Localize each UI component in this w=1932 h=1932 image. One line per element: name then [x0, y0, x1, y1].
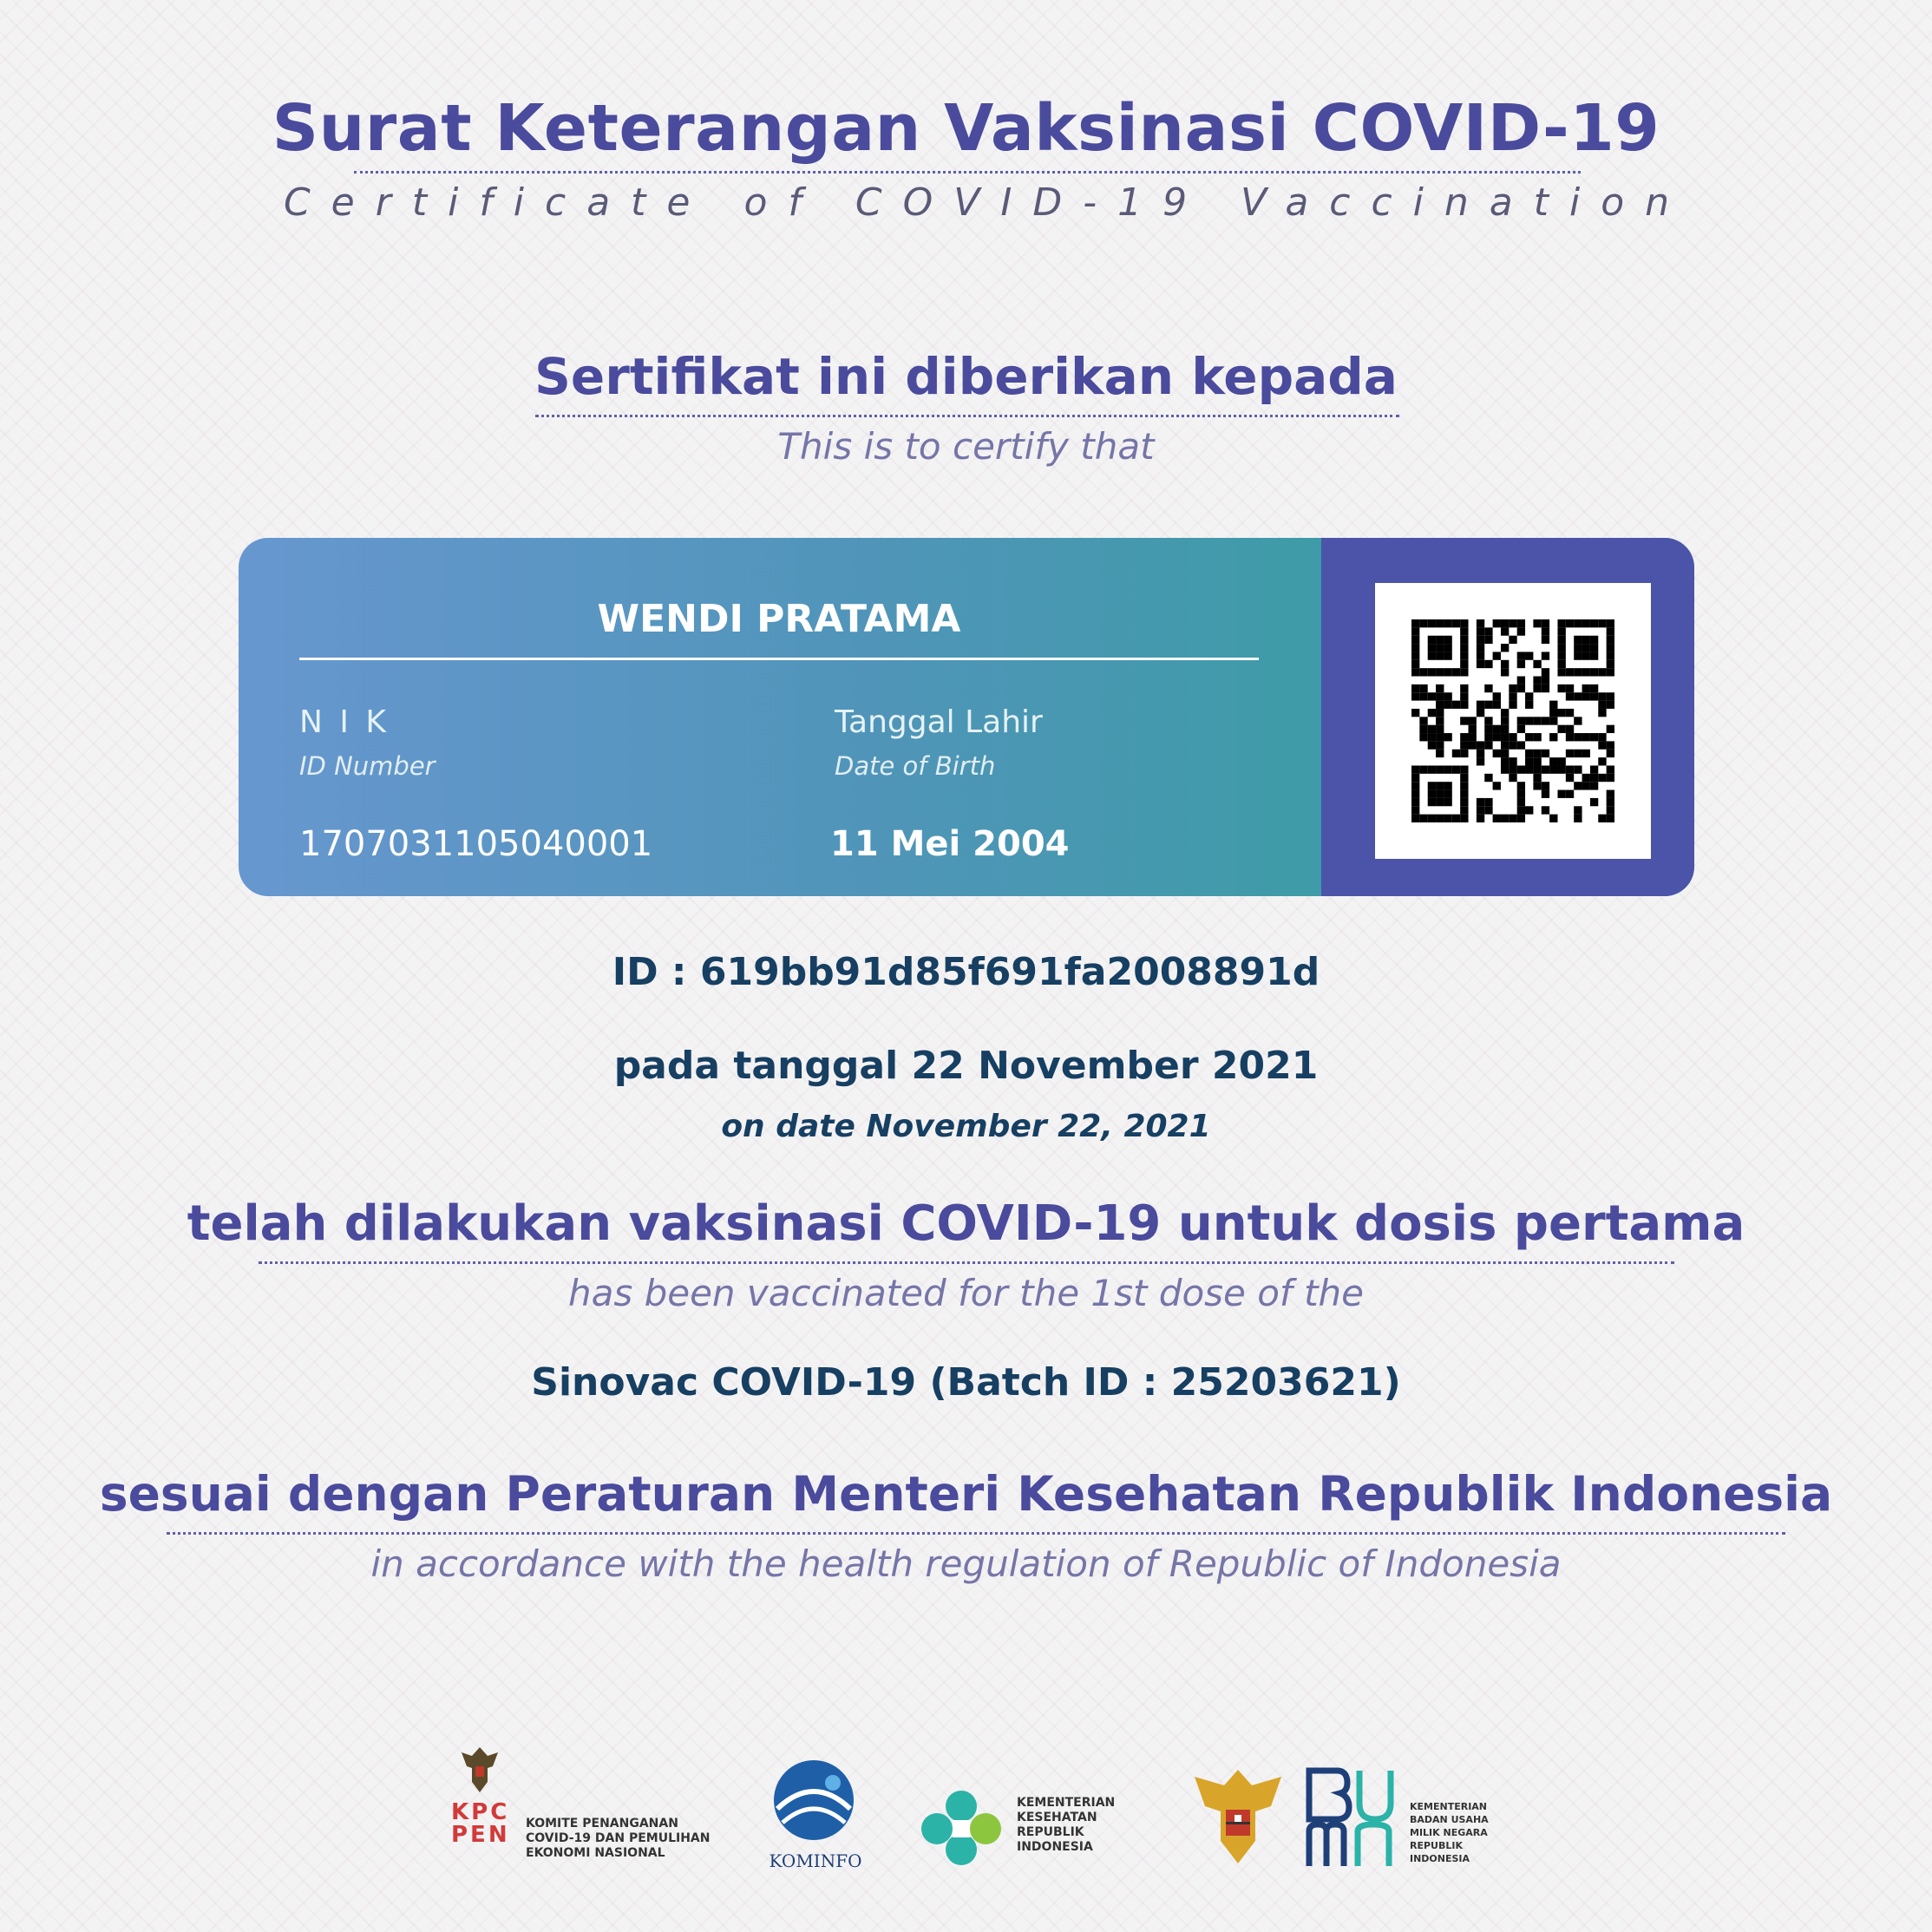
dob-label-en: Date of Birth [835, 751, 996, 781]
kemenkes-logo [918, 1787, 1143, 1883]
vaccine-info: Sinovac COVID-19 (Batch ID : 25203621) [531, 1360, 1401, 1405]
kominfo-globe-icon [770, 1757, 857, 1844]
dose-divider [259, 1261, 1674, 1264]
kemenkes-cross-icon [918, 1787, 1005, 1865]
garuda-small-icon [458, 1744, 501, 1796]
certify-heading: Sertifikat ini diberikan kepada [534, 347, 1398, 406]
qr-code[interactable] [1375, 583, 1651, 859]
kpcpen-text: KOMITE PENANGANAN COVID-19 DAN PEMULIHAN EKONOMI NASIONAL [526, 1817, 711, 1860]
title-divider [354, 171, 1581, 174]
holder-name: WENDI PRATAMA [597, 597, 961, 641]
nik-label-en: ID Number [299, 751, 436, 781]
bumn-mark-icon [1306, 1765, 1399, 1870]
qr-panel [1321, 538, 1694, 896]
qr-code-icon [1411, 619, 1614, 822]
nik-label: N I K [299, 704, 390, 740]
kemenkes-text: KEMENTERIAN KESEHATAN REPUBLIK INDONESIA [1017, 1796, 1116, 1854]
dose-subheading: has been vaccinated for the 1st dose of the [567, 1272, 1364, 1314]
kpcpen-logo [451, 1744, 711, 1874]
kpcpen-mark-bottom: PEN [451, 1822, 510, 1848]
name-divider [299, 658, 1259, 660]
dob-label: Tanggal Lahir [835, 704, 1043, 740]
kominfo-logo [755, 1757, 876, 1887]
bumn-text: KEMENTERIAN BADAN USAHA MILIK NEGARA REPUBLIK INDONESIA [1410, 1801, 1489, 1864]
certify-subheading: This is to certify that [777, 425, 1155, 468]
garuda-icon [1184, 1761, 1293, 1874]
regulation-heading: sesuai dengan Peraturan Menteri Kesehatan Republik Indonesia [99, 1466, 1833, 1522]
garuda-pancasila-logo [1184, 1761, 1293, 1874]
regulation-divider [167, 1532, 1785, 1535]
vaccination-date: pada tanggal 22 November 2021 [613, 1044, 1319, 1088]
nik-value: 1707031105040001 [299, 824, 653, 864]
dose-heading: telah dilakukan vaksinasi COVID-19 untuk dosis pertama [187, 1195, 1745, 1252]
logo-row [0, 1735, 1932, 1891]
kominfo-text: KOMINFO [769, 1850, 862, 1871]
vaccination-card [239, 538, 1694, 896]
dob-value: 11 Mei 2004 [830, 824, 1070, 864]
regulation-subheading: in accordance with the health regulation of Republic of Indonesia [370, 1542, 1562, 1585]
vaccination-date-en: on date November 22, 2021 [721, 1109, 1211, 1144]
certificate-title: Surat Keterangan Vaksinasi COVID-19 [272, 91, 1660, 166]
certify-divider [535, 415, 1399, 417]
bumn-logo [1306, 1765, 1514, 1878]
certificate-subtitle: Certificate of COVID-19 Vaccination [283, 180, 1691, 225]
certificate-id: ID : 619bb91d85f691fa2008891d [612, 950, 1320, 994]
kpcpen-mark-top: KPC [451, 1799, 510, 1825]
